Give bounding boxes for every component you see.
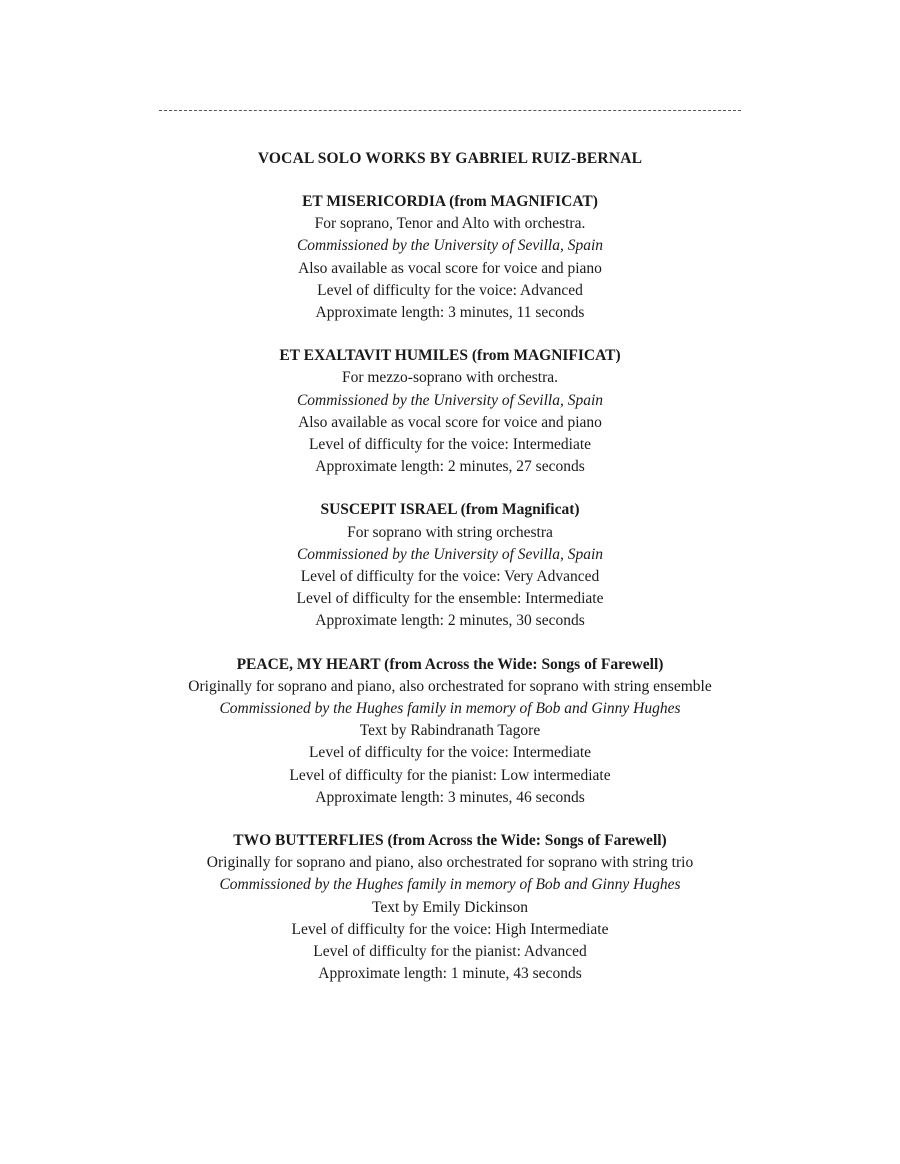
work-entry bbox=[0, 191, 900, 324]
work-scoring: For mezzo-soprano with orchestra. bbox=[341, 369, 559, 387]
work-commission: Commissioned by the Hughes family in memory of Bob and Ginny Hughes bbox=[219, 700, 681, 718]
work-difficulty-voice: Level of difficulty for the voice: Very Advanced bbox=[300, 568, 600, 586]
work-difficulty: Level of difficulty for the voice: Intermediate bbox=[308, 436, 592, 454]
work-difficulty-pianist: Level of difficulty for the pianist: Advanced bbox=[313, 943, 587, 961]
work-length: Approximate length: 3 minutes, 46 seconds bbox=[315, 788, 585, 806]
work-commission: Commissioned by the Hughes family in memory of Bob and Ginny Hughes bbox=[219, 876, 681, 894]
separator-rule bbox=[159, 110, 741, 111]
work-availability: Also available as vocal score for voice and piano bbox=[298, 259, 602, 277]
work-title: ET EXALTAVIT HUMILES (from MAGNIFICAT) bbox=[279, 347, 621, 365]
work-commission: Commissioned by the University of Sevilla, Spain bbox=[296, 237, 604, 255]
work-entry bbox=[0, 499, 900, 632]
work-commission: Commissioned by the University of Sevilla, Spain bbox=[296, 391, 604, 409]
work-title: ET MISERICORDIA (from MAGNIFICAT) bbox=[302, 193, 598, 210]
work-length: Approximate length: 1 minute, 43 seconds bbox=[318, 965, 582, 983]
work-title: SUSCEPIT ISRAEL (from Magnificat) bbox=[320, 501, 580, 519]
work-text-author: Text by Rabindranath Tagore bbox=[359, 722, 541, 740]
work-entry bbox=[0, 345, 900, 478]
work-difficulty-voice: Level of difficulty for the voice: High Intermediate bbox=[291, 920, 609, 938]
work-scoring: Originally for soprano and piano, also orchestrated for soprano with string trio bbox=[206, 854, 694, 872]
work-commission: Commissioned by the University of Sevilla, Spain bbox=[296, 545, 604, 563]
work-length: Approximate length: 2 minutes, 27 seconds bbox=[315, 458, 585, 476]
work-availability: Also available as vocal score for voice and piano bbox=[298, 413, 602, 431]
work-length: Approximate length: 3 minutes, 11 seconds bbox=[315, 304, 585, 322]
work-title: PEACE, MY HEART (from Across the Wide: Songs of Farewell) bbox=[236, 655, 664, 673]
work-difficulty-pianist: Level of difficulty for the pianist: Low intermediate bbox=[289, 766, 611, 784]
work-text-author: Text by Emily Dickinson bbox=[371, 898, 529, 916]
works-list bbox=[0, 191, 900, 1007]
work-length: Approximate length: 2 minutes, 30 seconds bbox=[315, 612, 585, 630]
work-difficulty-voice: Level of difficulty for the voice: Intermediate bbox=[308, 744, 592, 762]
work-scoring: For soprano with string orchestra bbox=[347, 523, 553, 541]
work-scoring: Originally for soprano and piano, also orchestrated for soprano with string ensemble bbox=[188, 677, 712, 695]
work-entry bbox=[0, 654, 900, 809]
work-entry bbox=[0, 830, 900, 985]
work-title: TWO BUTTERFLIES (from Across the Wide: Songs of Farewell) bbox=[233, 832, 667, 850]
work-difficulty: Level of difficulty for the voice: Advanced bbox=[317, 281, 583, 299]
document-heading: VOCAL SOLO WORKS BY GABRIEL RUIZ-BERNAL bbox=[257, 150, 643, 167]
work-difficulty-ensemble: Level of difficulty for the ensemble: Intermediate bbox=[296, 590, 604, 608]
work-scoring: For soprano, Tenor and Alto with orchestra. bbox=[314, 215, 586, 233]
